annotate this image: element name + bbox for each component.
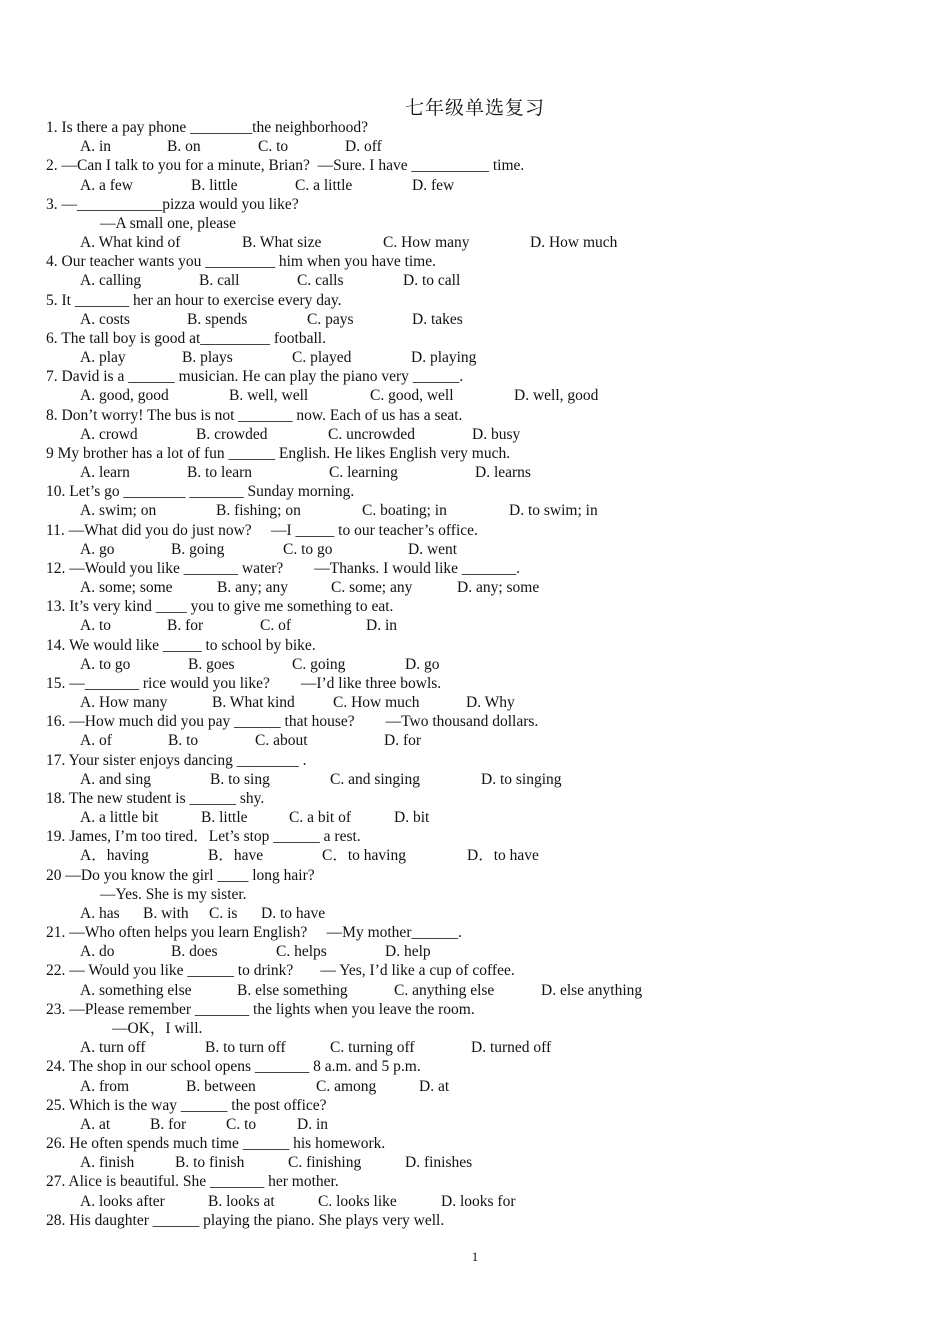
- answer-option: C. is: [209, 904, 238, 922]
- answer-option: D. to singing: [481, 770, 562, 788]
- answer-option: C. and singing: [330, 770, 420, 788]
- answer-option: C. helps: [276, 943, 327, 961]
- question-stem: 2. —Can I talk to you for a minute, Brian? —Sure. I have __________ time.: [46, 157, 525, 175]
- answer-option: B. little: [201, 809, 248, 827]
- answer-option: B. What size: [242, 234, 322, 252]
- answer-option: B. with: [143, 904, 189, 922]
- question-stem: 8. Don’t worry! The bus is not _______ now. Each of us has a seat.: [46, 406, 463, 424]
- answer-option: D. else anything: [541, 981, 643, 999]
- answer-option: D. in: [366, 617, 397, 635]
- question-stem: 10. Let’s go ________ _______ Sunday morning.: [46, 483, 355, 501]
- answer-option: A. some; some: [80, 579, 173, 597]
- question-stem: 9 My brother has a lot of fun ______ English. He likes English very much.: [46, 444, 511, 462]
- answer-option: A. crowd: [80, 425, 138, 443]
- answer-option: C. pays: [307, 310, 354, 328]
- answer-option: A. What kind of: [80, 234, 181, 252]
- answer-option: C. How many: [383, 234, 470, 252]
- question-stem: 11. —What did you do just now? —I _____ to our teacher’s office.: [46, 521, 478, 539]
- answer-option: D. went: [408, 540, 458, 558]
- answer-option: D. to call: [403, 272, 461, 290]
- answer-option: A. turn off: [80, 1039, 146, 1057]
- answer-option: B. call: [199, 272, 240, 290]
- answer-option: C. to: [258, 138, 289, 156]
- question-stem: 23. —Please remember _______ the lights when you leave the room.: [46, 1000, 475, 1018]
- question-stem: 15. —_______ rice would you like? —I’d like three bowls.: [46, 674, 442, 692]
- answer-option: B. little: [191, 176, 238, 194]
- answer-option: C. turning off: [330, 1039, 415, 1057]
- answer-option: C. calls: [297, 272, 344, 290]
- answer-option: B. well, well: [229, 387, 309, 405]
- question-stem: 26. He often spends much time ______ his homework.: [46, 1135, 386, 1152]
- answer-option: C. good, well: [370, 387, 454, 405]
- answer-option: C. learning: [329, 464, 398, 482]
- answer-option: B. goes: [188, 655, 235, 673]
- answer-option: B. any; any: [217, 579, 289, 597]
- answer-option: C. going: [292, 655, 346, 673]
- answer-option: A. do: [80, 943, 115, 961]
- question-stem: 22. — Would you like ______ to drink? — Yes, I’d like a cup of coffee.: [46, 962, 515, 980]
- answer-option: D. How much: [530, 234, 618, 252]
- question-stem: 19. James, I’m too tired．Let’s stop ______ a rest.: [46, 828, 361, 846]
- answer-option: A. a little bit: [80, 809, 159, 827]
- answer-option: B. to turn off: [205, 1039, 286, 1057]
- answer-option: D. learns: [475, 464, 531, 482]
- answer-option: A. learn: [80, 464, 130, 482]
- answer-option: C. finishing: [288, 1154, 362, 1172]
- answer-option: C. of: [260, 617, 291, 635]
- answer-option: C. played: [292, 349, 352, 367]
- answer-option: D. finishes: [405, 1154, 473, 1172]
- answer-option: A. to go: [80, 655, 131, 673]
- question-stem: 24. The shop in our school opens _______ 8 a.m. and 5 p.m.: [46, 1058, 421, 1076]
- answer-option: C．to having: [322, 847, 406, 865]
- question-stem: 5. It _______ her an hour to exercise every day.: [46, 291, 342, 309]
- answer-option: A. to: [80, 617, 111, 635]
- question-dialogue-line: —Yes. She is my sister.: [100, 885, 247, 903]
- answer-option: D. looks for: [441, 1192, 516, 1210]
- answer-option: B. for: [150, 1115, 187, 1133]
- question-dialogue-line: —A small one, please: [100, 214, 237, 232]
- question-stem: 18. The new student is ______ shy.: [46, 789, 265, 807]
- answer-option: C. looks like: [318, 1192, 397, 1210]
- answer-option: D. turned off: [471, 1039, 552, 1057]
- question-dialogue-line: —OK，I will.: [112, 1019, 203, 1037]
- answer-option: B. going: [171, 540, 225, 558]
- answer-option: C. some; any: [331, 579, 413, 597]
- answer-option: B. spends: [187, 310, 248, 328]
- answer-option: A. looks after: [80, 1192, 165, 1210]
- answer-option: D. to swim; in: [509, 502, 598, 520]
- answer-option: D. to have: [261, 904, 326, 922]
- answer-option: C. uncrowded: [328, 425, 415, 443]
- answer-option: B. fishing; on: [216, 502, 301, 520]
- answer-option: B. on: [167, 138, 201, 156]
- answer-option: A. go: [80, 540, 115, 558]
- answer-option: A. play: [80, 349, 126, 367]
- answer-option: A. finish: [80, 1154, 135, 1172]
- answer-option: C. anything else: [394, 981, 495, 999]
- question-stem: 12. —Would you like _______ water? —Thanks. I would like _______.: [46, 559, 521, 577]
- page-title: 七年级单选复习: [404, 97, 545, 119]
- page-number: 1: [471, 1249, 479, 1264]
- answer-option: B. else something: [237, 981, 348, 999]
- answer-option: A．having: [80, 847, 149, 865]
- answer-option: B. between: [186, 1077, 256, 1095]
- answer-option: A. calling: [80, 272, 142, 290]
- answer-option: D. go: [405, 655, 440, 673]
- question-stem: 7. David is a ______ musician. He can play the piano very ______.: [46, 368, 464, 386]
- question-stem: 25. Which is the way ______ the post office?: [46, 1096, 327, 1114]
- answer-option: D. any; some: [457, 579, 540, 597]
- answer-option: B. does: [171, 943, 218, 961]
- answer-option: D．to have: [467, 847, 539, 865]
- answer-option: B. to learn: [187, 464, 252, 482]
- answer-option: B. crowded: [196, 425, 268, 443]
- answer-option: A. something else: [80, 981, 192, 999]
- question-stem: 1. Is there a pay phone ________the neighborhood?: [46, 119, 368, 136]
- answer-option: B. What kind: [212, 694, 295, 712]
- question-stem: 16. —How much did you pay ______ that house? —Two thousand dollars.: [46, 713, 539, 731]
- answer-option: D. playing: [411, 349, 477, 367]
- answer-option: D. at: [419, 1077, 450, 1095]
- answer-option: A. costs: [80, 310, 130, 328]
- question-stem: 4. Our teacher wants you _________ him when you have time.: [46, 253, 436, 271]
- answer-option: D. bit: [394, 809, 430, 827]
- answer-option: A. swim; on: [80, 502, 157, 520]
- answer-option: D. in: [297, 1115, 328, 1133]
- answer-option: B. to sing: [210, 770, 270, 788]
- question-stem: 3. —___________pizza would you like?: [46, 195, 299, 213]
- question-stem: 21. —Who often helps you learn English? —My mother______.: [46, 924, 462, 942]
- question-stem: 20 —Do you know the girl ____ long hair?: [46, 866, 315, 884]
- answer-option: C. a little: [295, 176, 353, 194]
- question-stem: 27. Alice is beautiful. She _______ her mother.: [46, 1173, 339, 1191]
- answer-option: D. off: [345, 138, 382, 156]
- answer-option: D. well, good: [514, 387, 599, 405]
- question-stem: 13. It’s very kind ____ you to give me something to eat.: [46, 598, 394, 616]
- answer-option: C. How much: [333, 694, 420, 712]
- question-stem: 17. Your sister enjoys dancing ________ .: [46, 751, 307, 769]
- answer-option: B．have: [208, 847, 264, 865]
- answer-option: D. few: [412, 176, 455, 194]
- answer-option: A. at: [80, 1115, 111, 1133]
- answer-option: B. to: [168, 732, 199, 750]
- answer-option: C. about: [255, 732, 308, 750]
- answer-option: D. Why: [466, 694, 515, 712]
- answer-option: B. for: [167, 617, 204, 635]
- answer-option: A. of: [80, 732, 112, 750]
- answer-option: A. and sing: [80, 770, 152, 788]
- answer-option: D. busy: [472, 425, 521, 443]
- answer-option: B. to finish: [175, 1154, 245, 1172]
- answer-option: B. plays: [182, 349, 233, 367]
- answer-option: D. help: [385, 943, 431, 961]
- answer-option: A. from: [80, 1077, 130, 1095]
- answer-option: D. takes: [412, 310, 463, 328]
- answer-option: A. has: [80, 904, 120, 922]
- answer-option: D. for: [384, 732, 422, 750]
- answer-option: C. to go: [283, 540, 333, 558]
- answer-option: A. How many: [80, 694, 168, 712]
- answer-option: A. a few: [80, 176, 133, 194]
- answer-option: A. in: [80, 138, 111, 156]
- question-stem: 28. His daughter ______ playing the piano. She plays very well.: [46, 1211, 445, 1229]
- answer-option: C. among: [316, 1077, 377, 1095]
- answer-option: A. good, good: [80, 387, 169, 405]
- question-stem: 14. We would like _____ to school by bike.: [46, 636, 316, 654]
- answer-option: C. a bit of: [289, 809, 351, 827]
- answer-option: C. boating; in: [362, 502, 447, 520]
- question-stem: 6. The tall boy is good at_________ football.: [46, 329, 326, 347]
- answer-option: C. to: [226, 1115, 257, 1133]
- answer-option: B. looks at: [208, 1192, 275, 1210]
